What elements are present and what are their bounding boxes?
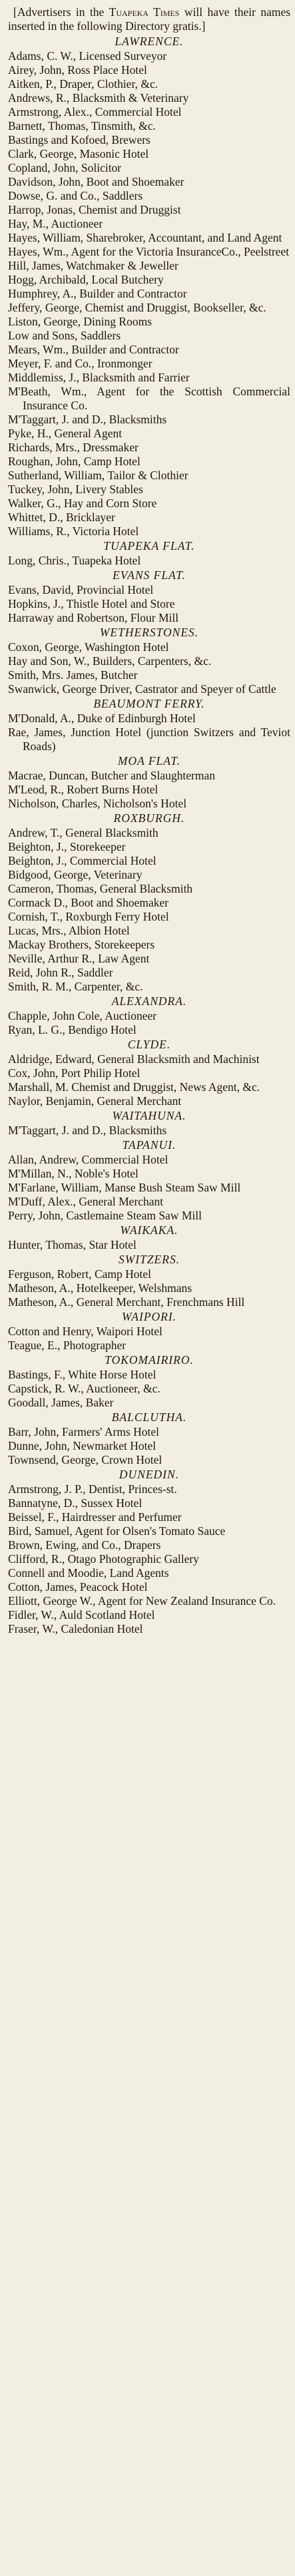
town-heading: BEAUMONT FERRY. [93, 697, 205, 710]
directory-section [8, 626, 290, 696]
directory-entry: Beighton, J., Storekeeper [8, 840, 126, 853]
directory-entry: Beissel, F., Hairdresser and Perfumer [8, 1510, 182, 1524]
directory-entry: Copland, John, Solicitor [8, 161, 122, 174]
directory-section [8, 1410, 290, 1467]
directory-entry: Dowse, G. and Co., Saddlers [8, 189, 143, 202]
directory-entry: Marshall, M. Chemist and Druggist, News Agent, &c. [8, 1080, 260, 1094]
directory-section [8, 35, 290, 538]
directory-entry: Hopkins, J., Thistle Hotel and Store [8, 597, 175, 610]
directory-entry: Liston, George, Dining Rooms [8, 315, 152, 328]
directory-entry: Richards, Mrs., Dressmaker [8, 441, 139, 454]
directory-entry: M'Farlane, William, Manse Bush Steam Saw Mill [8, 1181, 241, 1194]
directory-section [8, 994, 290, 1037]
directory-entry: Cormack D., Boot and Shoemaker [8, 896, 169, 909]
directory-entry: Williams, R., Victoria Hotel [8, 525, 139, 538]
directory-entry: Walker, G., Hay and Corn Store [8, 497, 157, 510]
directory-entry: Hay and Son, W., Builders, Carpenters, &c. [8, 654, 212, 668]
directory-entry: M'Beath, Wm., Agent for the Scottish Commercial Insurance Co. [8, 385, 290, 412]
town-heading: ROXBURGH. [113, 811, 185, 825]
town-heading: EVANS FLAT. [113, 568, 186, 582]
directory-entry: Aitken, P., Draper, Clothier, &c. [8, 77, 158, 91]
notice-before: [Advertisers in the [13, 5, 105, 19]
directory-entry: Bastings, F., White Horse Hotel [8, 1368, 156, 1381]
directory-entry: M'Taggart, J. and D., Blacksmiths [8, 1124, 167, 1137]
directory-entry: Rae, James, Junction Hotel (junction Switzers and Teviot Roads) [8, 726, 290, 753]
newspaper-name: Tuapeka Times [109, 5, 180, 19]
directory-entry: Tuckey, John, Livery Stables [8, 483, 143, 496]
directory-entry: Meyer, F. and Co., Ironmonger [8, 357, 152, 370]
directory-entry: Fidler, W., Auld Scotland Hotel [8, 1608, 155, 1621]
directory-listing [8, 35, 290, 1636]
directory-entry: Matheson, A., Hotelkeeper, Welshmans [8, 1281, 192, 1295]
directory-entry: Whittet, D., Bricklayer [8, 511, 115, 524]
directory-entry: Davidson, John, Boot and Shoemaker [8, 175, 184, 188]
directory-entry: Armstrong, Alex., Commercial Hotel [8, 105, 182, 118]
directory-entry: Mears, Wm., Builder and Contractor [8, 343, 179, 356]
town-heading: WAIPORI. [121, 1310, 177, 1323]
directory-entry: Smith, Mrs. James, Butcher [8, 668, 138, 682]
directory-entry: Neville, Arthur R., Law Agent [8, 952, 150, 965]
town-heading: BALCLUTHA. [111, 1410, 187, 1424]
directory-entry: Elliott, George W., Agent for New Zealand Insurance Co. [8, 1594, 276, 1608]
directory-section [8, 1038, 290, 1108]
directory-section [8, 539, 290, 568]
directory-section [8, 1310, 290, 1353]
directory-entry: Coxon, George, Washington Hotel [8, 640, 169, 654]
town-heading: TAPANUI. [122, 1138, 176, 1152]
directory-entry: Harrop, Jonas, Chemist and Druggist [8, 203, 181, 216]
directory-notice [8, 5, 290, 33]
directory-section [8, 697, 290, 753]
directory-entry: Hunter, Thomas, Star Hotel [8, 1238, 137, 1251]
directory-entry: Bidgood, George, Veterinary [8, 868, 143, 881]
directory-entry: Goodall, James, Baker [8, 1396, 114, 1409]
directory-entry: M'Leod, R., Robert Burns Hotel [8, 783, 158, 796]
directory-entry: Cox, John, Port Philip Hotel [8, 1066, 141, 1080]
directory-entry: Capstick, R. W., Auctioneer, &c. [8, 1382, 160, 1395]
directory-entry: Hogg, Archibald, Local Butchery [8, 273, 164, 286]
directory-section [8, 1138, 290, 1223]
town-heading: LAWRENCE. [115, 35, 184, 48]
directory-entry: Airey, John, Ross Place Hotel [8, 63, 147, 77]
directory-entry: Hayes, Wm., Agent for the Victoria InsuranceCo., Peelstreet [8, 245, 290, 258]
directory-entry: M'Duff, Alex., General Merchant [8, 1195, 164, 1208]
town-heading: MOA FLAT. [117, 754, 181, 767]
directory-entry: Fraser, W., Caledonian Hotel [8, 1622, 143, 1635]
directory-entry: Connell and Moodie, Land Agents [8, 1566, 169, 1580]
town-heading: WAIKAKA. [120, 1223, 178, 1237]
directory-entry: Andrews, R., Blacksmith & Veterinary [8, 91, 189, 105]
directory-entry: Cornish, T., Roxburgh Ferry Hotel [8, 910, 169, 923]
directory-entry: Mackay Brothers, Storekeepers [8, 938, 155, 951]
directory-entry: Townsend, George, Crown Hotel [8, 1453, 162, 1466]
directory-entry: M'Donald, A., Duke of Edinburgh Hotel [8, 712, 196, 725]
directory-entry: Low and Sons, Saddlers [8, 329, 121, 342]
directory-section [8, 1353, 290, 1410]
town-heading: CLYDE. [127, 1038, 171, 1051]
directory-entry: Aldridge, Edward, General Blacksmith and Machinist [8, 1052, 260, 1066]
directory-entry: Clifford, R., Otago Photographic Gallery [8, 1552, 199, 1566]
directory-entry: Brown, Ewing, and Co., Drapers [8, 1538, 161, 1552]
directory-section [8, 1468, 290, 1636]
directory-entry: Middlemiss, J., Blacksmith and Farrier [8, 371, 190, 384]
directory-entry: Jeffery, George, Chemist and Druggist, Bookseller, &c. [8, 301, 266, 314]
town-heading: ALEXANDRA. [111, 994, 187, 1008]
notice-after: will have their names inserted in the following Directory gratis.] [8, 5, 291, 33]
directory-entry: Roughan, John, Camp Hotel [8, 455, 141, 468]
directory-entry: Andrew, T., General Blacksmith [8, 826, 158, 839]
directory-entry: Hill, James, Watchmaker & Jeweller [8, 259, 178, 272]
directory-entry: Barr, John, Farmers' Arms Hotel [8, 1425, 160, 1438]
directory-section [8, 811, 290, 994]
directory-entry: Ryan, L. G., Bendigo Hotel [8, 1023, 137, 1036]
directory-entry: Perry, John, Castlemaine Steam Saw Mill [8, 1209, 202, 1222]
directory-entry: Hayes, William, Sharebroker, Accountant, and Land Agent [8, 231, 282, 244]
town-heading: SWITZERS. [118, 1253, 180, 1266]
directory-section [8, 754, 290, 811]
directory-entry: Ferguson, Robert, Camp Hotel [8, 1267, 152, 1281]
directory-entry: Allan, Andrew, Commercial Hotel [8, 1153, 168, 1166]
town-heading: DUNEDIN. [119, 1468, 180, 1481]
directory-entry: Swanwick, George Driver, Castrator and Speyer of Cattle [8, 682, 276, 696]
directory-entry: Cotton and Henry, Waipori Hotel [8, 1325, 162, 1338]
directory-entry: Macrae, Duncan, Butcher and Slaughterman [8, 769, 215, 782]
town-heading: WETHERSTONES. [99, 626, 199, 639]
directory-section [8, 1109, 290, 1138]
directory-entry: Dunne, John, Newmarket Hotel [8, 1439, 156, 1452]
directory-entry: Long, Chris., Tuapeka Hotel [8, 554, 141, 567]
directory-entry: Naylor, Benjamin, General Merchant [8, 1094, 182, 1108]
directory-entry: Lucas, Mrs., Albion Hotel [8, 924, 130, 937]
directory-entry: Adams, C. W., Licensed Surveyor [8, 49, 167, 63]
directory-entry: Bird, Samuel, Agent for Olsen's Tomato Sauce [8, 1524, 226, 1538]
directory-entry: Sutherland, William, Tailor & Clothier [8, 469, 188, 482]
directory-section [8, 568, 290, 625]
directory-entry: Clark, George, Masonic Hotel [8, 147, 149, 160]
directory-entry: M'Taggart, J. and D., Blacksmiths [8, 413, 167, 426]
directory-entry: Cotton, James, Peacock Hotel [8, 1580, 148, 1594]
directory-entry: Matheson, A., General Merchant, Frenchmans Hill [8, 1295, 245, 1309]
directory-entry: Reid, John R., Saddler [8, 966, 113, 979]
directory-entry: Humphrey, A., Builder and Contractor [8, 287, 187, 300]
directory-entry: Pyke, H., General Agent [8, 427, 123, 440]
directory-entry: Nicholson, Charles, Nicholson's Hotel [8, 797, 187, 810]
directory-section [8, 1223, 290, 1252]
directory-entry: Smith, R. M., Carpenter, &c. [8, 980, 143, 993]
directory-entry: Harraway and Robertson, Flour Mill [8, 611, 179, 624]
town-heading: WAITAHUNA. [112, 1109, 186, 1122]
directory-entry: Hay, M., Auctioneer [8, 217, 103, 230]
town-heading: TUAPEKA FLAT. [103, 539, 195, 552]
directory-entry: Evans, David, Provincial Hotel [8, 583, 154, 596]
directory-entry: Beighton, J., Commercial Hotel [8, 854, 156, 867]
directory-entry: Bastings and Kofoed, Brewers [8, 133, 150, 146]
directory-entry: M'Millan, N., Noble's Hotel [8, 1167, 139, 1180]
directory-entry: Barnett, Thomas, Tinsmith, &c. [8, 119, 156, 132]
directory-entry: Chapple, John Cole, Auctioneer [8, 1009, 157, 1022]
directory-entry: Bannatyne, D., Sussex Hotel [8, 1496, 143, 1510]
directory-entry: Cameron, Thomas, General Blacksmith [8, 882, 193, 895]
directory-entry: Armstrong, J. P., Dentist, Princes-st. [8, 1482, 177, 1496]
directory-section [8, 1253, 290, 1309]
directory-entry: Teague, E., Photographer [8, 1339, 127, 1352]
town-heading: TOKOMAIRIRO. [105, 1353, 194, 1367]
